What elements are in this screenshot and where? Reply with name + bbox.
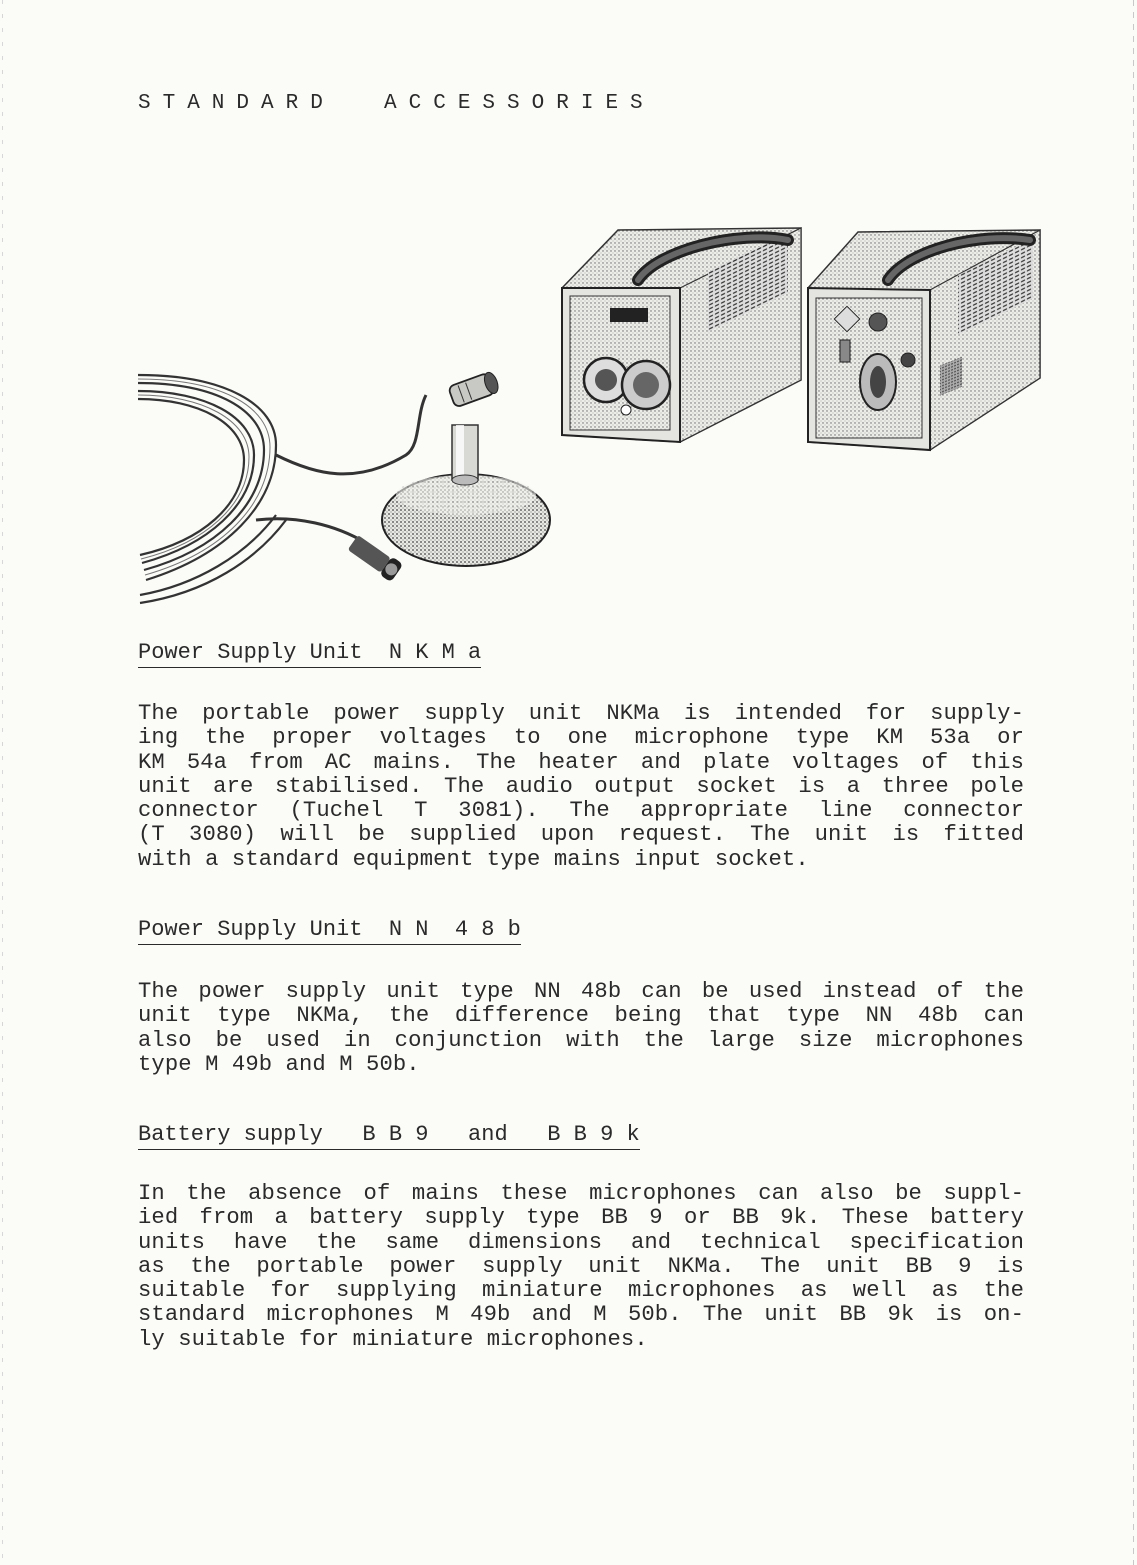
- page-title: STANDARD ACCESSORIES: [138, 92, 655, 115]
- text-line: as the portable power supply unit NKMa. The unit BB 9 is: [138, 1253, 1024, 1279]
- microphone-photo: [136, 365, 556, 610]
- text-line: type M 49b and M 50b.: [138, 1051, 420, 1077]
- paragraph-nkma: [138, 702, 1024, 872]
- text-line: units have the same dimensions and technical specification: [138, 1229, 1024, 1255]
- text-line: The power supply unit type NN 48b can be used instead of the: [138, 979, 1024, 1004]
- power-supply-units-photo: [558, 210, 1044, 452]
- text-line: ied from a battery supply type BB 9 or BB 9k. These battery: [138, 1205, 1024, 1231]
- text-line: ly suitable for miniature microphones.: [138, 1326, 648, 1352]
- text-line: (T 3080) will be supplied upon request. The unit is fitted: [138, 822, 1024, 848]
- text-line: KM 54a from AC mains. The heater and plate voltages of this: [138, 749, 1024, 775]
- text-line: with a standard equipment type mains input socket.: [138, 846, 809, 872]
- heading-nn48b: Power Supply Unit N N 4 8 b: [138, 917, 521, 945]
- heading-nkma: Power Supply Unit N K M a: [138, 640, 481, 668]
- scan-left-edge: [2, 0, 3, 1565]
- text-line: ing the proper voltages to one microphone type KM 53a or: [138, 725, 1024, 751]
- nkma-unit: [562, 228, 801, 442]
- text-line: In the absence of mains these microphones can also be suppl-: [138, 1181, 1024, 1206]
- text-line: unit type NKMa, the difference being that type NN 48b can: [138, 1003, 1024, 1029]
- text-line: The portable power supply unit NKMa is intended for supply-: [138, 701, 1024, 726]
- heading-bb9: Battery supply B B 9 and B B 9 k: [138, 1122, 640, 1150]
- text-line: unit are stabilised. The audio output socket is a three pole: [138, 773, 1024, 799]
- text-line: also be used in conjunction with the large size microphones: [138, 1027, 1024, 1053]
- bb9-unit: [808, 230, 1040, 450]
- paragraph-nn48b: [138, 980, 1024, 1077]
- paragraph-bb9: [138, 1182, 1024, 1352]
- scan-right-edge: [1133, 0, 1134, 1565]
- text-line: standard microphones M 49b and M 50b. The unit BB 9k is on-: [138, 1302, 1024, 1328]
- text-line: suitable for supplying miniature microphones as well as the: [138, 1278, 1024, 1304]
- text-line: connector (Tuchel T 3081). The appropriate line connector: [138, 798, 1024, 824]
